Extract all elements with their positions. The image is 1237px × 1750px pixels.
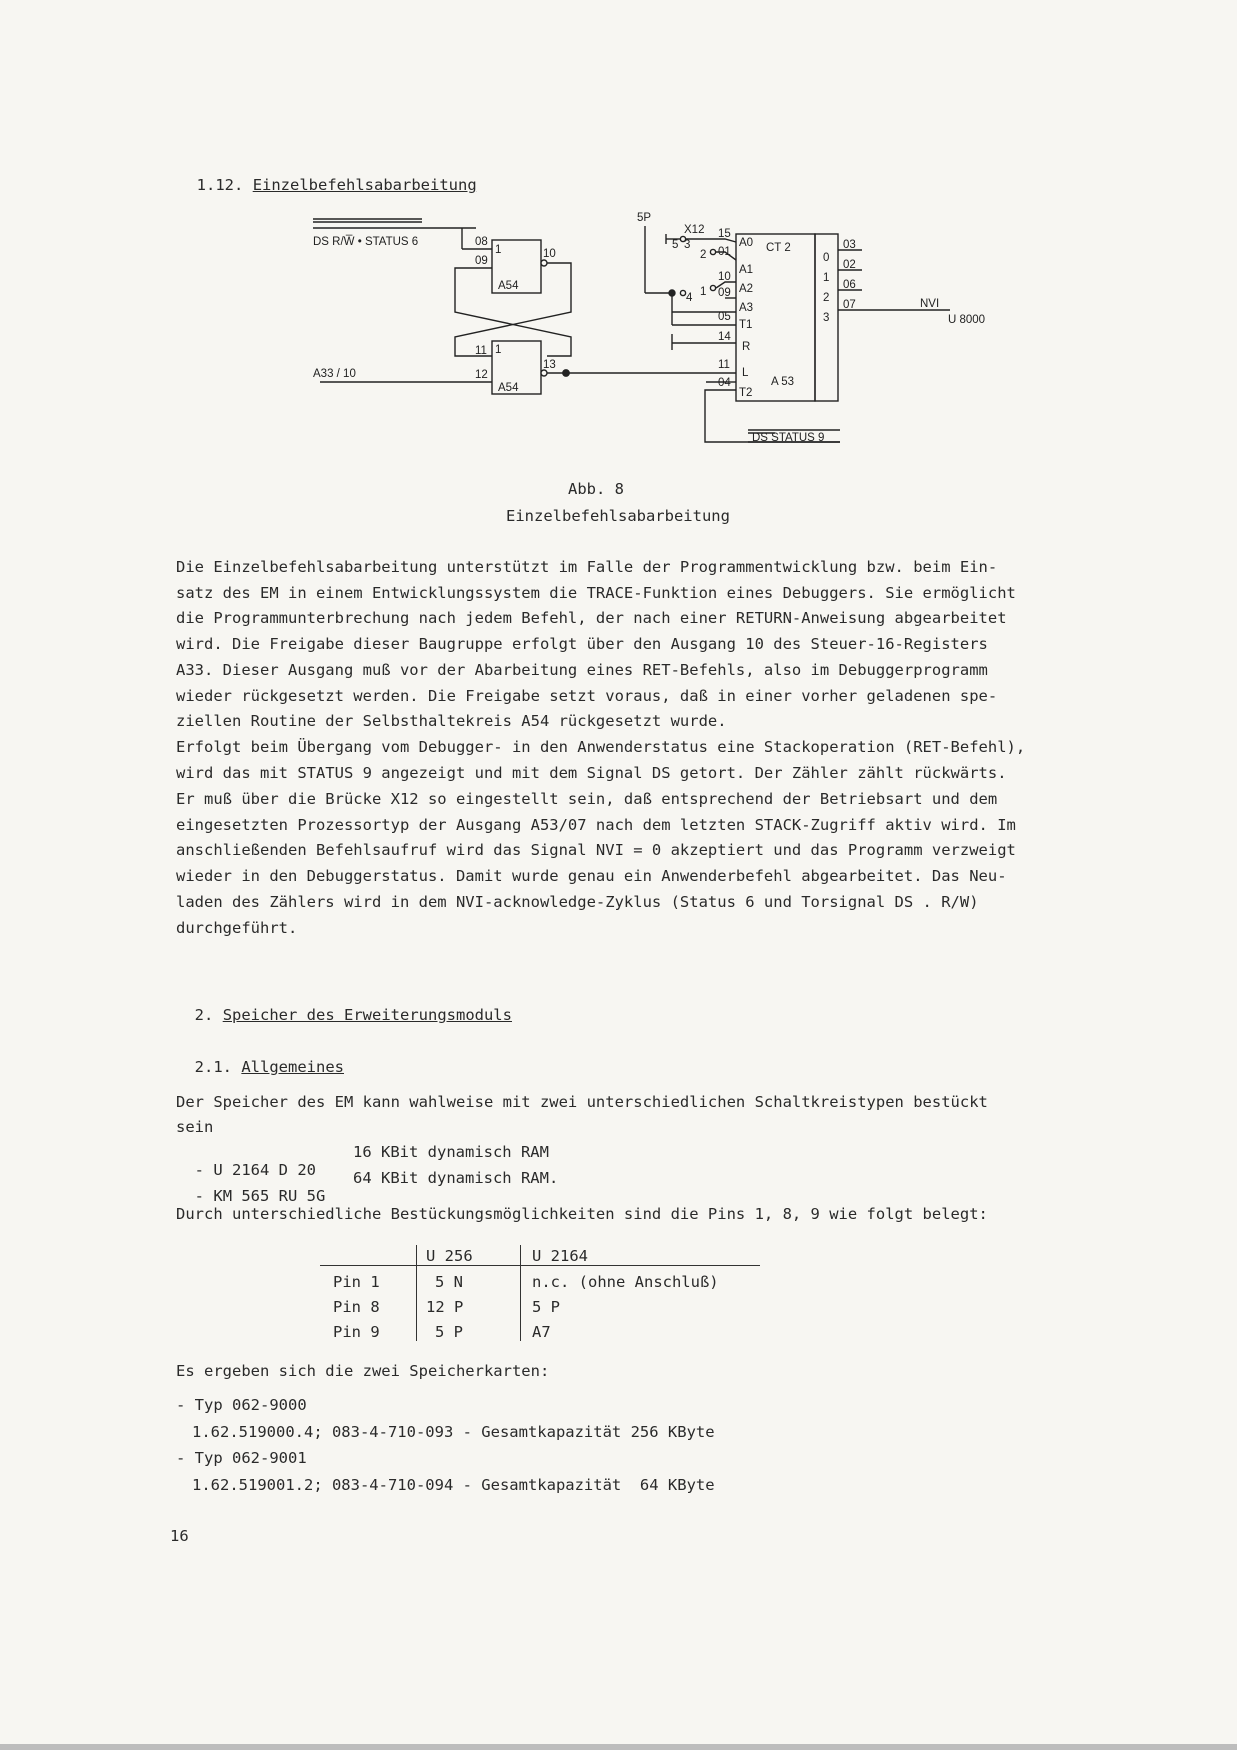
table-cell-u2164: n.c. (ohne Anschluß)	[532, 1273, 719, 1291]
ct-out-0: 0	[823, 252, 830, 264]
gate1-pin-1: 1	[495, 244, 502, 256]
list-dash: -	[194, 1161, 205, 1179]
table-cell-u2164: 5 P	[532, 1298, 560, 1316]
pin-table	[320, 1245, 760, 1345]
text-line: wird das mit STATUS 9 angezeigt und mit dem Signal DS getort. Der Zähler zählt rückwärts.	[176, 764, 1007, 782]
ct-t2: T2	[739, 387, 753, 399]
ct-a1: A1	[739, 264, 754, 276]
list-dash: -	[194, 1187, 205, 1205]
paragraph-3: Durch unterschiedliche Bestückungsmöglichkeiten sind die Pins 1, 8, 9 wie folgt belegt:	[176, 1205, 988, 1223]
text-line: eingesetzten Prozessortyp der Ausgang A53/07 nach dem letzten STACK-Zugriff aktiv wird. Im	[176, 816, 1016, 834]
table-cell-u256: 12 P	[426, 1298, 464, 1316]
table-cell-u2164: A7	[532, 1323, 551, 1341]
supply-5p-label: 5P	[637, 212, 652, 224]
ct-pin-01: 01	[718, 246, 731, 258]
text-line: laden des Zählers wird in dem NVI-acknowledge-Zyklus (Status 6 und Torsignal DS . R/W)	[176, 893, 979, 911]
table-row-pin: Pin 9	[333, 1323, 380, 1341]
section-number: 1.12.	[196, 176, 244, 194]
section-title: Speicher des Erweiterungsmoduls	[222, 1006, 512, 1024]
text-line: anschließenden Befehlsaufruf wird das Signal NVI = 0 akzeptiert und das Programm verzweigt	[176, 841, 1016, 859]
table-row-pin: Pin 1	[333, 1273, 380, 1291]
ct-pin-15: 15	[718, 228, 731, 240]
gate1-pin-10: 10	[543, 248, 556, 260]
section-heading-2	[176, 988, 512, 1024]
figure-caption-number: Abb. 8	[568, 480, 624, 498]
gate1-name: A54	[498, 280, 519, 292]
card-detail: 1.62.519000.4; 083-4-710-093 - Gesamtkapazität 256 KByte	[192, 1423, 715, 1441]
gate2-name: A54	[498, 382, 519, 394]
circuit-diagram	[300, 200, 1020, 450]
figure-caption-title: Einzelbefehlsabarbeitung	[506, 507, 730, 525]
x12-2-label: 2	[700, 249, 707, 261]
ct-pin-09: 09	[718, 287, 731, 299]
text-line: wird. Die Freigabe dieser Baugruppe erfolgt über den Ausgang 10 des Steuer-16-Registers	[176, 635, 988, 653]
card-type: - Typ 062-9001	[176, 1449, 307, 1467]
x12-1-label: 1	[700, 286, 707, 298]
table-row-pin: Pin 8	[333, 1298, 380, 1316]
text-line: Er muß über die Brücke X12 so eingestellt sein, daß entsprechend der Betriebsart und dem	[176, 790, 998, 808]
chip-list-item	[176, 1169, 325, 1205]
ct-pin-10: 10	[718, 271, 731, 283]
table-header-u256: U 256	[426, 1247, 473, 1265]
section-heading-2-1	[176, 1040, 344, 1076]
ct-r: R	[742, 341, 751, 353]
x12-3-label: 3	[684, 239, 691, 251]
card-detail: 1.62.519001.2; 083-4-710-094 - Gesamtkapazität 64 KByte	[192, 1476, 715, 1494]
text-line: A33. Dieser Ausgang muß vor der Abarbeitung eines RET-Befehls, also im Debuggerprogramm	[176, 661, 988, 679]
ds-status9-label: DS STATUS 9	[752, 432, 825, 444]
ct-pin-04: 04	[718, 377, 731, 389]
ct-a3: A3	[739, 302, 754, 314]
ct-a0: A0	[739, 237, 754, 249]
ct-id: A 53	[771, 376, 795, 388]
text-line: die Programmunterbrechung nach jedem Befehl, der nach einer RETURN-Anweisung abgearbeitet	[176, 609, 1007, 627]
chip-list-desc: 16 KBit dynamisch RAM	[353, 1143, 549, 1161]
text-line: wieder rückgesetzt werden. Die Freigabe setzt voraus, daß in einer vorher geladenen spe-	[176, 687, 998, 705]
input-status6-label: DS R/W̅ • STATUS 6	[313, 236, 419, 248]
ct-out-pin-07: 07	[843, 299, 856, 311]
section-title: Allgemeines	[241, 1058, 344, 1076]
paragraph-2-line-2: sein	[176, 1118, 214, 1136]
section-number: 2.	[194, 1006, 214, 1024]
section-heading-1-12	[178, 158, 477, 194]
ct-name: CT 2	[766, 242, 791, 254]
scan-edge	[0, 1744, 1237, 1750]
section-title: Einzelbefehlsabarbeitung	[252, 176, 477, 194]
card-type: - Typ 062-9000	[176, 1396, 307, 1414]
text-line: durchgeführt.	[176, 919, 298, 937]
text-line: wieder in den Debuggerstatus. Damit wurde genau ein Anwenderbefehl abgearbeitet. Das Neu-	[176, 867, 1007, 885]
ct-out-2: 2	[823, 292, 830, 304]
table-header-u2164: U 2164	[532, 1247, 588, 1265]
page-number: 16	[170, 1527, 189, 1545]
ct-out-pin-02: 02	[843, 259, 856, 271]
gate2-pin-13: 13	[543, 359, 556, 371]
gate2-pin-12: 12	[475, 369, 488, 381]
gate2-pin-1: 1	[495, 344, 502, 356]
x12-4-label: 4	[686, 292, 693, 304]
ct-out-pin-03: 03	[843, 239, 856, 251]
chip-name: U 2164 D 20	[213, 1161, 317, 1179]
ct-pin-11: 11	[718, 359, 730, 371]
section-number: 2.1.	[194, 1058, 232, 1076]
ct-pin-05: 05	[718, 311, 731, 323]
gate1-pin-08: 08	[475, 236, 488, 248]
ct-pin-14: 14	[718, 331, 731, 343]
table-cell-u256: 5 N	[435, 1273, 463, 1291]
ct-t1: T1	[739, 319, 753, 331]
ct-a2: A2	[739, 283, 754, 295]
text-line: satz des EM in einem Entwicklungssystem die TRACE-Funktion eines Debuggers. Sie ermöglicht	[176, 584, 1016, 602]
paragraph-4: Es ergeben sich die zwei Speicherkarten:	[176, 1362, 550, 1380]
x12-label: X12	[684, 224, 705, 236]
paragraph-2-line-1: Der Speicher des EM kann wahlweise mit zwei unterschiedlichen Schaltkreistypen bestückt	[176, 1093, 988, 1111]
chip-list-desc: 64 KBit dynamisch RAM.	[353, 1169, 559, 1187]
chip-name: KM 565 RU 5G	[213, 1187, 326, 1205]
text-line: Die Einzelbefehlsabarbeitung unterstützt im Falle der Programmentwicklung bzw. beim Ein-	[176, 558, 998, 576]
text-line: Erfolgt beim Übergang vom Debugger- in den Anwenderstatus eine Stackoperation (RET-Befehl),	[176, 738, 1026, 756]
ct-l: L	[742, 367, 749, 379]
u8000-label: U 8000	[948, 314, 986, 326]
gate2-pin-11: 11	[475, 345, 487, 357]
gate1-pin-09: 09	[475, 255, 488, 267]
nvi-label: NVI	[920, 298, 940, 310]
x12-5-label: 5	[672, 239, 679, 251]
text-line: ziellen Routine der Selbsthaltekreis A54 rückgesetzt wurde.	[176, 712, 727, 730]
table-cell-u256: 5 P	[435, 1323, 463, 1341]
ct-out-3: 3	[823, 312, 830, 324]
input-a33-label: A33 / 10	[313, 368, 356, 380]
ct-out-1: 1	[823, 272, 830, 284]
ct-out-pin-06: 06	[843, 279, 856, 291]
